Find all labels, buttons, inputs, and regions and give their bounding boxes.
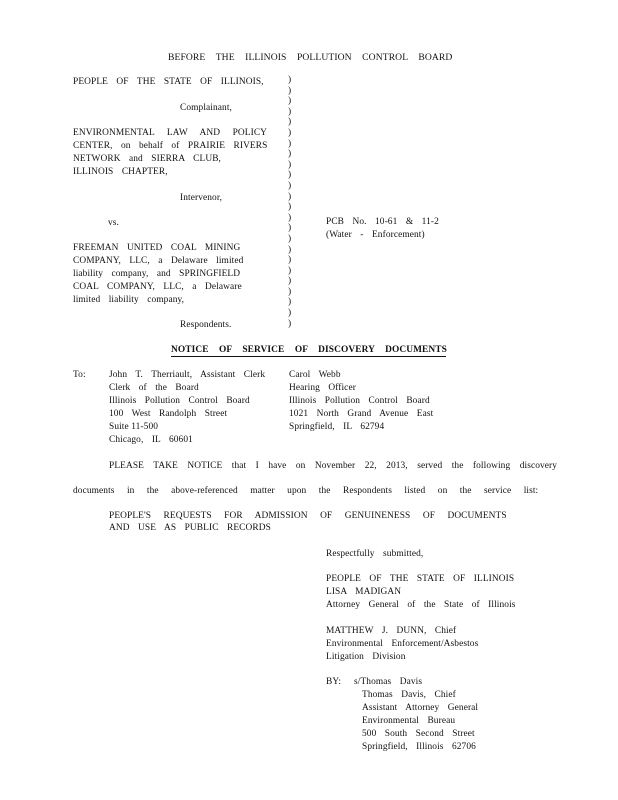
signature-line: Attorney General of the State of Illinois bbox=[326, 600, 516, 610]
heading-underline bbox=[171, 356, 446, 357]
recipient-left-line: Illinois Pollution Control Board bbox=[109, 396, 250, 406]
to-label: To: bbox=[73, 370, 86, 380]
complainant-label: Complainant, bbox=[180, 103, 232, 113]
recipient-left-line: Suite 11-500 bbox=[109, 422, 159, 432]
division-line: Litigation Division bbox=[326, 652, 406, 662]
division-line: Environmental Enforcement/Asbestos bbox=[326, 639, 479, 649]
closing: Respectfully submitted, bbox=[326, 549, 424, 559]
signature-line: PEOPLE OF THE STATE OF ILLINOIS bbox=[326, 574, 515, 584]
recipient-right-line: Illinois Pollution Control Board bbox=[289, 396, 430, 406]
signer-line: Springfield, Illinois 62706 bbox=[362, 742, 476, 752]
case-type: (Water - Enforcement) bbox=[326, 230, 425, 240]
case-number: PCB No. 10-61 & 11-2 bbox=[326, 217, 439, 227]
intervenor-line: NETWORK and SIERRA CLUB, bbox=[73, 154, 222, 164]
electronic-signature: s/Thomas Davis bbox=[354, 677, 423, 687]
intervenor-line: ENVIRONMENTAL LAW AND POLICY bbox=[73, 128, 268, 138]
served-document-title: PEOPLE'S REQUESTS FOR ADMISSION OF GENUINENESS OF DOCUMENTS bbox=[109, 511, 507, 521]
recipient-left-line: Chicago, IL 60601 bbox=[109, 435, 193, 445]
defendant-line: liability company, and SPRINGFIELD bbox=[73, 269, 241, 279]
recipient-right-line: 1021 North Grand Avenue East bbox=[289, 409, 434, 419]
versus-label: vs. bbox=[108, 218, 119, 228]
recipient-right-line: Hearing Officer bbox=[289, 383, 356, 393]
signature-line: LISA MADIGAN bbox=[326, 587, 402, 597]
caption-parenthesis-column: ) ) ) ) ) ) ) ) ) ) ) ) ) ) ) ) ) ) ) ) ) ) ) ) bbox=[288, 75, 292, 329]
division-line: MATTHEW J. DUNN, Chief bbox=[326, 626, 457, 636]
recipient-left-line: Clerk of the Board bbox=[109, 383, 199, 393]
signer-line: Environmental Bureau bbox=[362, 716, 456, 726]
by-label: BY: bbox=[326, 677, 342, 687]
signer-line: Thomas Davis, Chief bbox=[362, 690, 456, 700]
signer-line: 500 South Second Street bbox=[362, 729, 475, 739]
recipient-right-line: Springfield, IL 62794 bbox=[289, 422, 385, 432]
defendant-line: limited liability company, bbox=[73, 295, 185, 305]
notice-heading: NOTICE OF SERVICE OF DISCOVERY DOCUMENTS bbox=[171, 345, 447, 355]
intervenor-line: CENTER, on behalf of PRAIRIE RIVERS bbox=[73, 141, 268, 151]
defendant-line: COMPANY, LLC, a Delaware limited bbox=[73, 256, 244, 266]
served-document-title: AND USE AS PUBLIC RECORDS bbox=[109, 523, 271, 533]
respondents-label: Respondents. bbox=[180, 320, 232, 330]
defendant-line: COAL COMPANY, LLC, a Delaware bbox=[73, 282, 242, 292]
recipient-right-line: Carol Webb bbox=[289, 370, 341, 380]
plaintiff-name: PEOPLE OF THE STATE OF ILLINOIS, bbox=[73, 77, 264, 87]
recipient-left-line: John T. Therriault, Assistant Clerk bbox=[109, 370, 266, 380]
defendant-line: FREEMAN UNITED COAL MINING bbox=[73, 243, 241, 253]
body-paragraph-line: PLEASE TAKE NOTICE that I have on November 22, 2013, served the following discovery bbox=[109, 461, 558, 471]
signer-line: Assistant Attorney General bbox=[362, 703, 479, 713]
recipient-left-line: 100 West Randolph Street bbox=[109, 409, 228, 419]
body-paragraph-line: documents in the above-referenced matter upon the Respondents listed on the service list: bbox=[73, 486, 539, 496]
intervenor-role-label: Intervenor, bbox=[180, 193, 223, 203]
document-title: BEFORE THE ILLINOIS POLLUTION CONTROL BOARD bbox=[168, 52, 453, 63]
intervenor-line: ILLINOIS CHAPTER, bbox=[73, 167, 168, 177]
